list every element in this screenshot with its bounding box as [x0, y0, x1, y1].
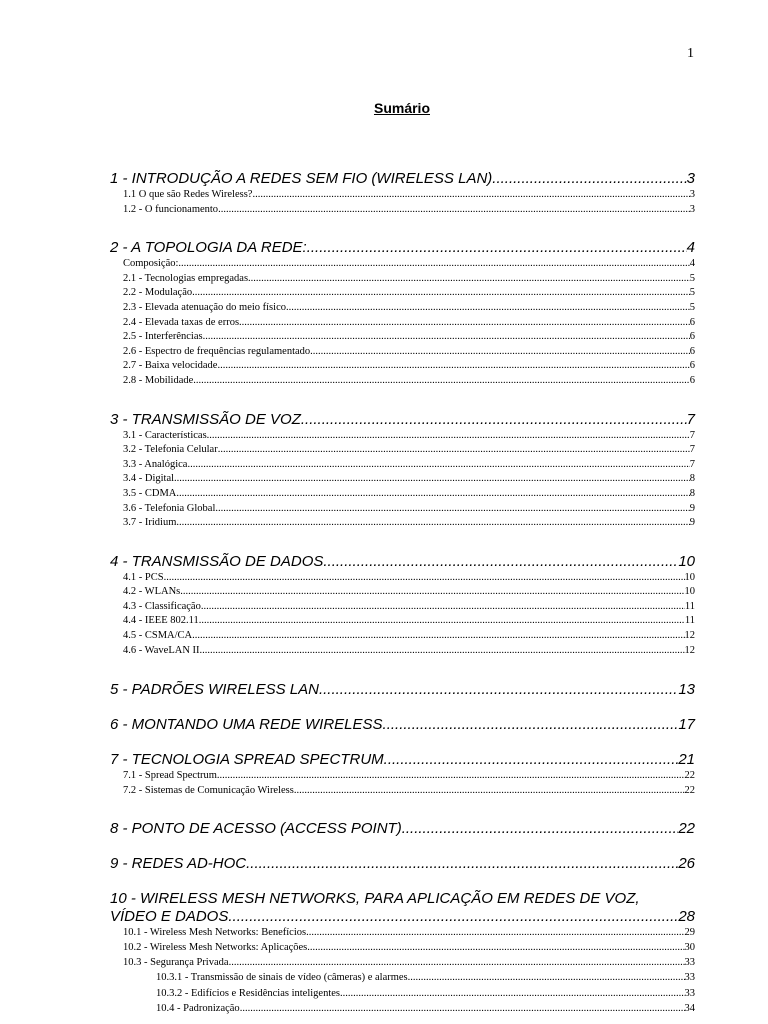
- toc-entry-page-number: 33: [684, 956, 695, 968]
- toc-entry-label: 6 - MONTANDO UMA REDE WIRELESS: [110, 716, 383, 734]
- toc-entry-label: 4.6 - WaveLAN II: [123, 644, 200, 656]
- dot-leader: [176, 487, 689, 502]
- toc-entry[interactable]: [110, 286, 695, 301]
- dot-leader: [383, 716, 679, 734]
- toc-entry[interactable]: [110, 908, 695, 926]
- toc-entry[interactable]: [110, 1001, 695, 1016]
- dot-leader: [307, 941, 684, 956]
- toc-entry[interactable]: [110, 956, 695, 971]
- dot-leader: [199, 614, 685, 629]
- dot-leader: [229, 956, 685, 971]
- dot-leader: [294, 784, 685, 799]
- toc-entry-label: 1.1 O que são Redes Wireless?: [123, 189, 253, 200]
- toc-entry[interactable]: [110, 751, 695, 769]
- toc-entry-label: 1 - INTRODUÇÃO A REDES SEM FIO (WIRELESS LAN): [110, 170, 493, 187]
- toc-entry[interactable]: [110, 553, 695, 571]
- dot-leader: [286, 301, 690, 316]
- dot-leader: [246, 855, 678, 873]
- toc-entry-label: 3 - TRANSMISSÃO DE VOZ: [110, 410, 301, 428]
- toc-entry[interactable]: [110, 316, 695, 331]
- toc-entry[interactable]: [110, 472, 695, 487]
- dot-leader: [178, 257, 689, 272]
- toc-entry-label: 2.1 - Tecnologias empregadas: [123, 272, 249, 284]
- dot-leader: [323, 553, 678, 571]
- toc-entry-page-number: 12: [684, 644, 695, 656]
- dot-leader: [306, 926, 684, 941]
- dot-leader: [228, 908, 678, 926]
- toc-entry-label: 4 - TRANSMISSÃO DE DADOS: [110, 552, 324, 570]
- toc-entry[interactable]: [110, 272, 695, 287]
- toc-entry-label: 9 - REDES AD-HOC: [110, 855, 247, 873]
- toc-entry[interactable]: [110, 257, 695, 272]
- toc-entry-label: 3.3 - Analógica: [123, 458, 188, 470]
- toc-entry-page-number: 5: [689, 287, 695, 299]
- dot-leader: [240, 1001, 685, 1016]
- toc-entry[interactable]: [110, 502, 695, 517]
- toc-entry-page-number: 9: [689, 517, 695, 529]
- toc-entry-page-number: 3: [686, 170, 695, 187]
- toc-entry-heading-line[interactable]: 10 - WIRELESS MESH NETWORKS, PARA APLICAÇÃO EM REDES DE VOZ,: [110, 890, 640, 908]
- toc-entry[interactable]: [110, 600, 695, 615]
- toc-entry-page-number: 9: [689, 502, 695, 514]
- toc-entry-label: 2 - A TOPOLOGIA DA REDE:: [110, 239, 307, 257]
- toc-entry[interactable]: [110, 941, 695, 956]
- toc-entry-page-number: 26: [678, 855, 695, 873]
- toc-entry-page-number: 7: [689, 444, 695, 456]
- toc-entry[interactable]: [110, 374, 695, 389]
- toc-entry-label: 4.2 - WLANs: [123, 586, 181, 598]
- dot-leader: [164, 571, 685, 586]
- toc-entry-page-number: 22: [684, 784, 695, 796]
- dot-leader: [192, 286, 690, 301]
- dot-leader: [384, 751, 679, 769]
- toc-entry-page-number: 28: [678, 908, 695, 926]
- toc-entry-page-number: 6: [689, 345, 695, 357]
- dot-leader: [200, 644, 685, 659]
- toc-entry-label: 1.2 - O funcionamento: [123, 203, 219, 215]
- toc-entry[interactable]: [110, 429, 695, 444]
- dot-leader: [201, 600, 685, 615]
- toc-entry-label: 2.3 - Elevada atenuação do meio físico: [123, 301, 286, 313]
- toc-entry-label: 3.1 - Características: [123, 429, 207, 441]
- toc-entry-label: 10.4 - Padronização: [156, 1002, 240, 1014]
- toc-entry-page-number: 33: [684, 972, 695, 984]
- toc-entry-page-number: 11: [684, 600, 695, 612]
- toc-entry[interactable]: [110, 855, 695, 873]
- dot-leader: [307, 239, 687, 257]
- toc-entry[interactable]: [110, 458, 695, 473]
- toc-entry-label: 4.1 - PCS: [123, 571, 164, 583]
- toc-entry-page-number: 7: [686, 410, 695, 428]
- toc-entry-page-number: 33: [684, 987, 695, 999]
- toc-entry-page-number: 11: [684, 615, 695, 627]
- dot-leader: [218, 443, 690, 458]
- toc-entry-label: 3.7 - Iridium: [123, 517, 177, 529]
- toc-entry-page-number: 29: [684, 927, 695, 939]
- toc-entry-label: Composição:: [123, 258, 179, 270]
- toc-entry-page-number: 12: [684, 630, 695, 642]
- dot-leader: [192, 629, 684, 644]
- dot-leader: [310, 345, 690, 360]
- toc-entry[interactable]: [110, 926, 695, 941]
- toc-entry-label: 10.2 - Wireless Mesh Networks: Aplicações: [123, 942, 308, 954]
- toc-entry[interactable]: [110, 644, 695, 659]
- toc-entry-label: 2.4 - Elevada taxas de erros: [123, 316, 240, 328]
- dot-leader: [402, 820, 679, 838]
- dot-leader: [187, 458, 689, 473]
- toc-entry-page-number: 5: [689, 301, 695, 313]
- page-number: 1: [687, 46, 694, 61]
- toc-entry-page-number: 17: [678, 716, 695, 734]
- toc-entry[interactable]: [110, 487, 695, 502]
- toc-entry-page-number: 13: [678, 681, 695, 699]
- toc-entry-page-number: 8: [689, 473, 695, 485]
- toc-entry-page-number: 4: [689, 258, 695, 270]
- toc-entry[interactable]: [110, 203, 695, 218]
- toc-entry-page-number: 10: [684, 571, 695, 583]
- dot-leader: [215, 502, 689, 517]
- toc-entry-page-number: 10: [684, 586, 695, 598]
- dot-leader: [252, 188, 689, 203]
- toc-entry-page-number: 6: [689, 316, 695, 328]
- toc-entry[interactable]: [110, 443, 695, 458]
- dot-leader: [408, 970, 685, 985]
- toc-entry[interactable]: [110, 359, 695, 374]
- dot-leader: [248, 272, 690, 287]
- toc-entry-page-number: 8: [689, 487, 695, 499]
- toc-entry-label: 7.1 - Spread Spectrum: [123, 770, 217, 782]
- toc-entry-label: 4.3 - Classificação: [123, 600, 201, 612]
- toc-entry[interactable]: [110, 170, 695, 188]
- toc-entry-page-number: 6: [689, 331, 695, 343]
- toc-entry-label: 10.3.2 - Edifícios e Residências inteligentes: [156, 987, 340, 999]
- dot-leader: [217, 359, 689, 374]
- toc-entry-label: 4.5 - CSMA/CA: [123, 630, 193, 642]
- toc-entry-label: 10.1 - Wireless Mesh Networks: Benefícios: [123, 927, 307, 939]
- toc-entry[interactable]: [110, 716, 695, 734]
- toc-entry-page-number: 22: [684, 770, 695, 782]
- dot-leader: [301, 411, 687, 429]
- toc-entry[interactable]: [110, 970, 695, 985]
- toc-entry-page-number: 21: [678, 751, 695, 769]
- toc-entry-label: 8 - PONTO DE ACESSO (ACCESS POINT): [110, 820, 402, 838]
- toc-entry-page-number: 6: [689, 360, 695, 372]
- toc-entry-page-number: 30: [684, 942, 695, 954]
- dot-leader: [492, 170, 686, 188]
- toc-entry[interactable]: [110, 411, 695, 429]
- toc-entry-label: 7 - TECNOLOGIA SPREAD SPECTRUM: [110, 751, 384, 769]
- toc-entry[interactable]: [110, 820, 695, 838]
- toc-entry-label: 3.4 - Digital: [123, 473, 175, 485]
- toc-entry-label: 3.2 - Telefonia Celular: [123, 444, 218, 456]
- toc-entry-page-number: 22: [678, 820, 695, 838]
- toc-entry-label: 2.2 - Modulação: [123, 287, 193, 299]
- toc-entry-page-number: 7: [689, 429, 695, 441]
- toc-entry-label: 4.4 - IEEE 802.11: [123, 615, 199, 627]
- toc-entry-label: 5 - PADRÕES WIRELESS LAN: [110, 681, 319, 699]
- toc-entry-label: VÍDEO E DADOS: [110, 908, 229, 926]
- toc-entry-label: 2.6 - Espectro de frequências regulamentado: [123, 345, 311, 357]
- toc-entry[interactable]: [110, 769, 695, 784]
- dot-leader: [217, 769, 685, 784]
- toc-entry[interactable]: [110, 188, 695, 203]
- toc-entry-page-number: 3: [689, 203, 695, 215]
- toc-entry[interactable]: [110, 784, 695, 799]
- toc-entry-label: 7.2 - Sistemas de Comunicação Wireless: [123, 784, 294, 796]
- toc-entry-page-number: 6: [689, 374, 695, 386]
- toc-entry-page-number: 4: [686, 239, 695, 257]
- dot-leader: [319, 681, 678, 699]
- toc-entry-label: 3.6 - Telefonia Global: [123, 502, 216, 514]
- toc-entry-label: 2.7 - Baixa velocidade: [123, 360, 218, 372]
- dot-leader: [193, 374, 689, 389]
- dot-leader: [176, 516, 689, 531]
- toc-entry-page-number: 3: [689, 189, 695, 200]
- toc-entry[interactable]: [110, 345, 695, 360]
- toc-entry-page-number: 5: [689, 272, 695, 284]
- toc-entry-label: 10.3 - Segurança Privada: [123, 956, 229, 968]
- dot-leader: [239, 316, 690, 331]
- toc-entry-label: 2.8 - Mobilidade: [123, 374, 194, 386]
- dot-leader: [180, 585, 684, 600]
- toc-entry[interactable]: [110, 986, 695, 1001]
- toc-entry[interactable]: [110, 330, 695, 345]
- toc-entry-label: 3.5 - CDMA: [123, 487, 177, 499]
- toc-entry[interactable]: [110, 585, 695, 600]
- toc-entry[interactable]: [110, 681, 695, 699]
- dot-leader: [207, 429, 690, 444]
- toc-entry-label: 2.5 - Interferências: [123, 331, 203, 343]
- toc-entry[interactable]: [110, 571, 695, 586]
- toc-entry[interactable]: [110, 301, 695, 316]
- toc-entry-page-number: 10: [678, 552, 695, 570]
- dot-leader: [203, 330, 690, 345]
- toc-entry-page-number: 34: [684, 1002, 695, 1014]
- dot-leader: [340, 986, 685, 1001]
- table-of-contents: [110, 170, 695, 1016]
- toc-entry-label: 10.3.1 - Transmissão de sinais de vídeo (câmeras) e alarmes: [156, 972, 408, 984]
- toc-entry[interactable]: [110, 614, 695, 629]
- page-title: Sumário: [373, 100, 430, 116]
- dot-leader: [174, 472, 690, 487]
- dot-leader: [218, 203, 690, 218]
- toc-entry[interactable]: [110, 629, 695, 644]
- toc-entry-page-number: 7: [689, 458, 695, 470]
- toc-entry[interactable]: [110, 516, 695, 531]
- toc-entry[interactable]: [110, 239, 695, 257]
